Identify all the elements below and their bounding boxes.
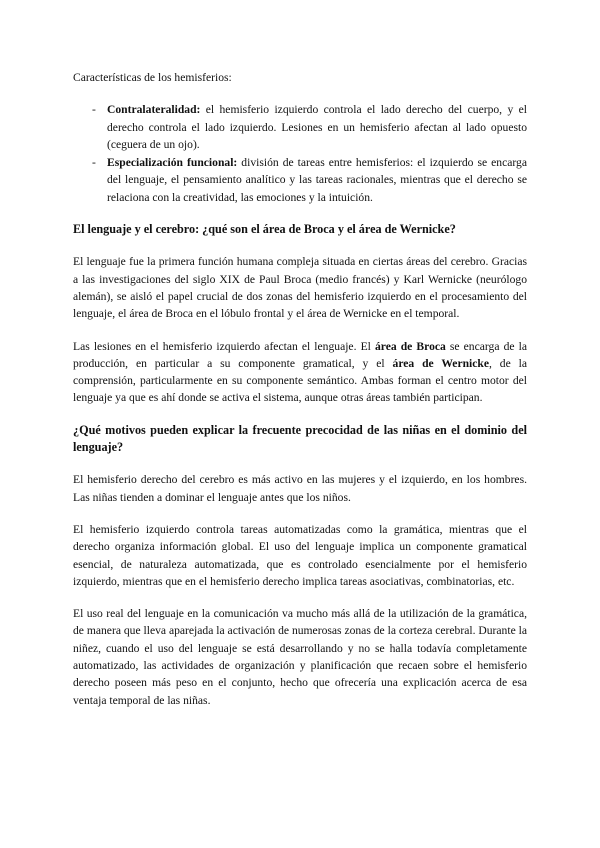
intro-line: Características de los hemisferios: <box>73 71 232 84</box>
list-item-term: Contralateralidad: <box>107 103 201 117</box>
paragraph-lesions <box>73 338 527 407</box>
paragraph-left-hemisphere: El hemisferio izquierdo controla tareas automatizadas como la gramática, mientras que el derecho organiza información global. El uso del lenguaje implica un componente gramatical esencial, de naturaleza automatizada, que es controlado esencialmente por el hemisferio izquierdo, mientras que en el hemisferio derecho implica tareas asociativas, combinatorias, etc. <box>73 522 527 588</box>
section-heading-girls-precocity: ¿Qué motivos pueden explicar la frecuente precocidad de las niñas en el dominio del lenguaje? <box>73 422 527 455</box>
paragraph-language-brain: El lenguaje fue la primera función humana compleja situada en ciertas áreas del cerebro. Gracias a las investigaciones del siglo XIX de Paul Broca (medio francés) y Karl Wernicke (neurólogo alemán), se aisló el papel crucial de dos zonas del hemisferio izquierdo en el procesamiento del lenguaje, el área de Broca en el lóbulo frontal y el área de Wernicke en el temporal. <box>73 255 527 321</box>
paragraph-text: , de la comprensión, particularmente en su componente semántico. Ambas forman el centro motor del lenguaje ya que es ahí donde se activa el sistema, aunque otras áreas también participan. <box>73 356 527 405</box>
list-item <box>92 101 527 153</box>
list-item <box>92 154 527 206</box>
list-item-text: el hemisferio izquierdo controla el lado derecho del cuerpo, y el derecho controla el lado izquierdo. Lesiones en un hemisferio afectan al lado opuesto (ceguera de un ojo). <box>107 103 527 151</box>
term-broca: área de Broca <box>374 339 446 353</box>
paragraph-hemisphere-activity: El hemisferio derecho del cerebro es más activo en las mujeres y el izquierdo, en los hombres. Las niñas tienden a dominar el lenguaje antes que los niños. <box>73 473 527 504</box>
list-item-term: Especialización funcional: <box>107 156 238 170</box>
paragraph-real-use: El uso real del lenguaje en la comunicación va mucho más allá de la utilización de la gramática, de manera que lleva aparejada la activación de numerosas zonas de la corteza cerebral. Durante la niñez, cuando el uso del lenguaje se está desarrollando y no se halla todavía completamente automatizado, las actividades de organización y planificación que recaen sobre el hemisferio derecho poseen más peso en el conjunto, hecho que ofrecería una explicación acerca de esa ventaja temporal de las niñas. <box>73 607 527 707</box>
section-heading-broca-wernicke: El lenguaje y el cerebro: ¿qué son el área de Broca y el área de Wernicke? <box>73 222 456 237</box>
term-wernicke: área de Wernicke <box>392 356 490 370</box>
characteristics-list <box>73 101 527 206</box>
paragraph-text: se encarga de la producción, en particular a su componente gramatical, y el <box>73 339 527 370</box>
paragraph-text: Las lesiones en el hemisferio izquierdo afectan el lenguaje. El <box>73 339 375 353</box>
list-item-text: división de tareas entre hemisferios: el izquierdo se encarga del lenguaje, el pensamiento analítico y las tareas racionales, mientras que el derecho se relaciona con la creatividad, las emociones y la intuición. <box>107 156 527 204</box>
